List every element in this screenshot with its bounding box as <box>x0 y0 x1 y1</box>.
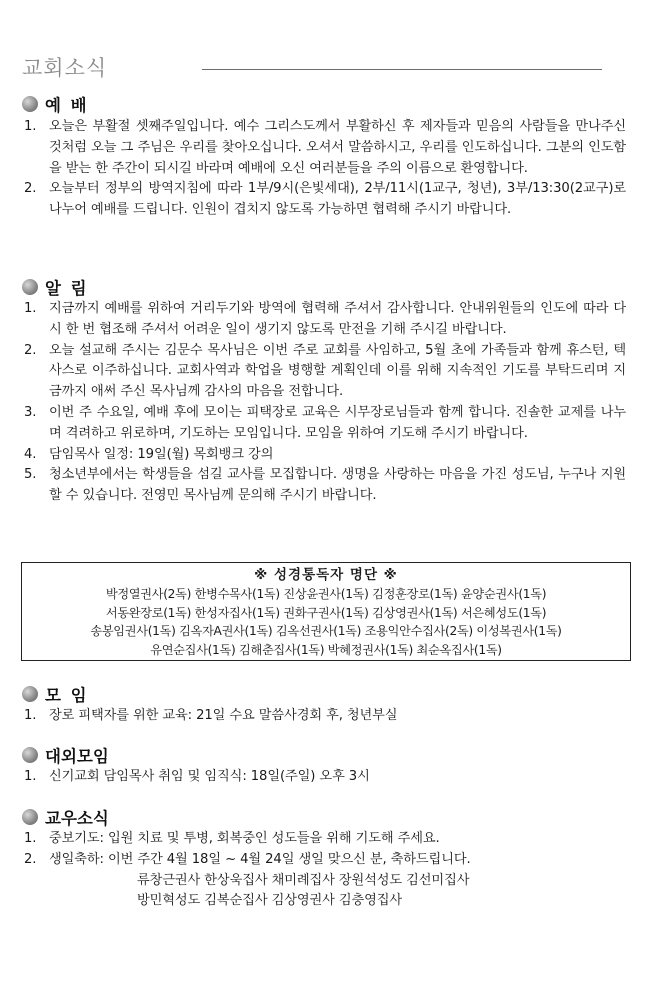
section-notice-heading <box>22 275 89 299</box>
item-text: 청소년부에서는 학생들을 섬길 교사를 모집합니다. 생명을 사랑하는 마음을 가진 성도님, 누구나 지원할 수 있습니다. 전영민 목사님께 문의해 주시기 바랍니다. <box>49 467 626 504</box>
list-item <box>24 465 626 507</box>
page-header <box>22 52 602 84</box>
item-text: 오늘은 부활절 셋째주일입니다. 예수 그리스도께서 부활하신 후 제자들과 믿음의 사람들을 만나주신 것처럼 오늘 그 주님은 우리를 찾아오십니다. 오셔서 말씀하시고, 우리를 인도하십니다. 그분의 인도함을 받는 한 주간이 되시길 바라며 예배에 오신 여러분들을 주의 이름으로 환영합니다. <box>49 119 626 176</box>
external-list <box>24 767 626 788</box>
item-text: 이번 주 수요일, 예배 후에 모이는 피택장로 교육은 시무장로님들과 함께 합니다. 진솔한 교제를 나누며 격려하고 위로하며, 기도하는 모임입니다. 모임을 위하여 기도해 주시기 바랍니다. <box>49 404 626 441</box>
section-title: 대외모임 <box>45 747 109 766</box>
item-number: 1. <box>24 301 37 316</box>
section-meeting-heading <box>22 682 89 706</box>
item-text: 오늘 설교해 주시는 김문수 목사님은 이번 주로 교회를 사임하고, 5월 초에 가족들과 함께 휴스턴, 텍사스로 이주하십니다. 교회사역과 학업을 병행할 계획인데 이를 위해 지속적인 기도를 부탁드리며 지금까지 애써 주신 목사님께 감사의 마음을 전합니다. <box>49 342 626 400</box>
list-item <box>24 341 626 403</box>
list-item <box>24 445 626 466</box>
reader-line: 서동완장로(1독) 한성자집사(1독) 권화구권사(1독) 김상영권사(1독) 서은혜성도(1독) <box>105 605 547 620</box>
item-number: 4. <box>24 446 37 462</box>
section-title: 예 배 <box>45 96 89 115</box>
bible-readers-box <box>21 562 631 661</box>
item-text: 장로 피택자를 위한 교육: 21일 수요 말씀사경회 후, 청년부실 <box>49 708 398 723</box>
section-worship-heading <box>22 92 89 116</box>
header-rule <box>202 69 602 70</box>
item-number: 2. <box>24 342 37 358</box>
list-item <box>24 117 626 179</box>
reader-line: 송봉임권사(1독) 김옥자A권사(1독) 김옥선권사(1독) 조용익안수집사(2독) 이성복권사(1독) <box>90 624 562 639</box>
section-title: 모 임 <box>45 686 89 705</box>
item-number: 5. <box>24 467 37 483</box>
page-title: 교회소식 <box>22 56 108 80</box>
birthday-names-line: 류창근권사 한상욱집사 채미례집사 장원석성도 김선미집사 <box>137 872 470 888</box>
section-bullet-icon <box>22 686 38 702</box>
section-title: 알 림 <box>45 279 89 298</box>
reader-line: 박정열권사(2독) 한병수목사(1독) 진상윤권사(1독) 김정훈장로(1독) 윤양순권사(1독) <box>105 587 547 601</box>
section-external-heading <box>22 743 109 767</box>
birthday-names <box>49 871 626 913</box>
item-number: 1. <box>24 769 37 784</box>
reader-line: 유연순집사(1독) 김해춘집사(1독) 박혜정권사(1독) 최순옥집사(1독) <box>150 642 502 657</box>
list-item <box>24 767 626 788</box>
item-text: 오늘부터 정부의 방역지침에 따라 1부/9시(은빛세대), 2부/11시(1교구, 청년), 3부/13:30(2교구)로 나누어 예배를 드립니다. 인원이 겹치지 않도록 가능하면 협력해 주시기 바랍니다. <box>49 181 626 218</box>
section-bullet-icon <box>22 279 38 295</box>
list-item <box>24 850 626 912</box>
item-number: 1. <box>24 708 37 723</box>
item-text: 중보기도: 입원 치료 및 투병, 회복중인 성도들을 위해 기도해 주세요. <box>49 831 440 846</box>
list-item <box>24 179 626 221</box>
section-bullet-icon <box>22 747 38 763</box>
members-list <box>24 829 626 912</box>
bible-readers-title: ※ 성경통독자 명단 ※ <box>254 567 398 583</box>
section-members-heading <box>22 805 109 829</box>
list-item <box>24 829 626 850</box>
item-text: 담임목사 일정: 19일(월) 목회뱅크 강의 <box>49 446 274 462</box>
item-text: 신기교회 담임목사 취임 및 임직식: 18일(주일) 오후 3시 <box>49 769 370 784</box>
item-number: 1. <box>24 831 37 846</box>
worship-list <box>24 117 626 221</box>
item-text: 지금까지 예배를 위하여 거리두기와 방역에 협력해 주셔서 감사합니다. 안내위원들의 인도에 따라 다시 한 번 협조해 주셔서 어려운 일이 생기지 않도록 만전을 기해 주시길 바랍니다. <box>49 301 626 337</box>
item-number: 2. <box>24 851 37 867</box>
meeting-list <box>24 706 626 727</box>
notice-list <box>24 299 626 507</box>
birthday-names-line: 방민혁성도 김복순집사 김상영권사 김충영집사 <box>137 893 403 909</box>
section-title: 교우소식 <box>45 809 109 828</box>
list-item <box>24 706 626 727</box>
list-item <box>24 299 626 341</box>
section-bullet-icon <box>22 96 38 112</box>
item-number: 1. <box>24 119 37 134</box>
item-number: 2. <box>24 181 37 197</box>
section-bullet-icon <box>22 809 38 825</box>
list-item <box>24 403 626 445</box>
item-number: 3. <box>24 404 37 420</box>
item-text: 생일축하: 이번 주간 4월 18일 ~ 4월 24일 생일 맞으신 분, 축하드립니다. <box>49 851 471 867</box>
